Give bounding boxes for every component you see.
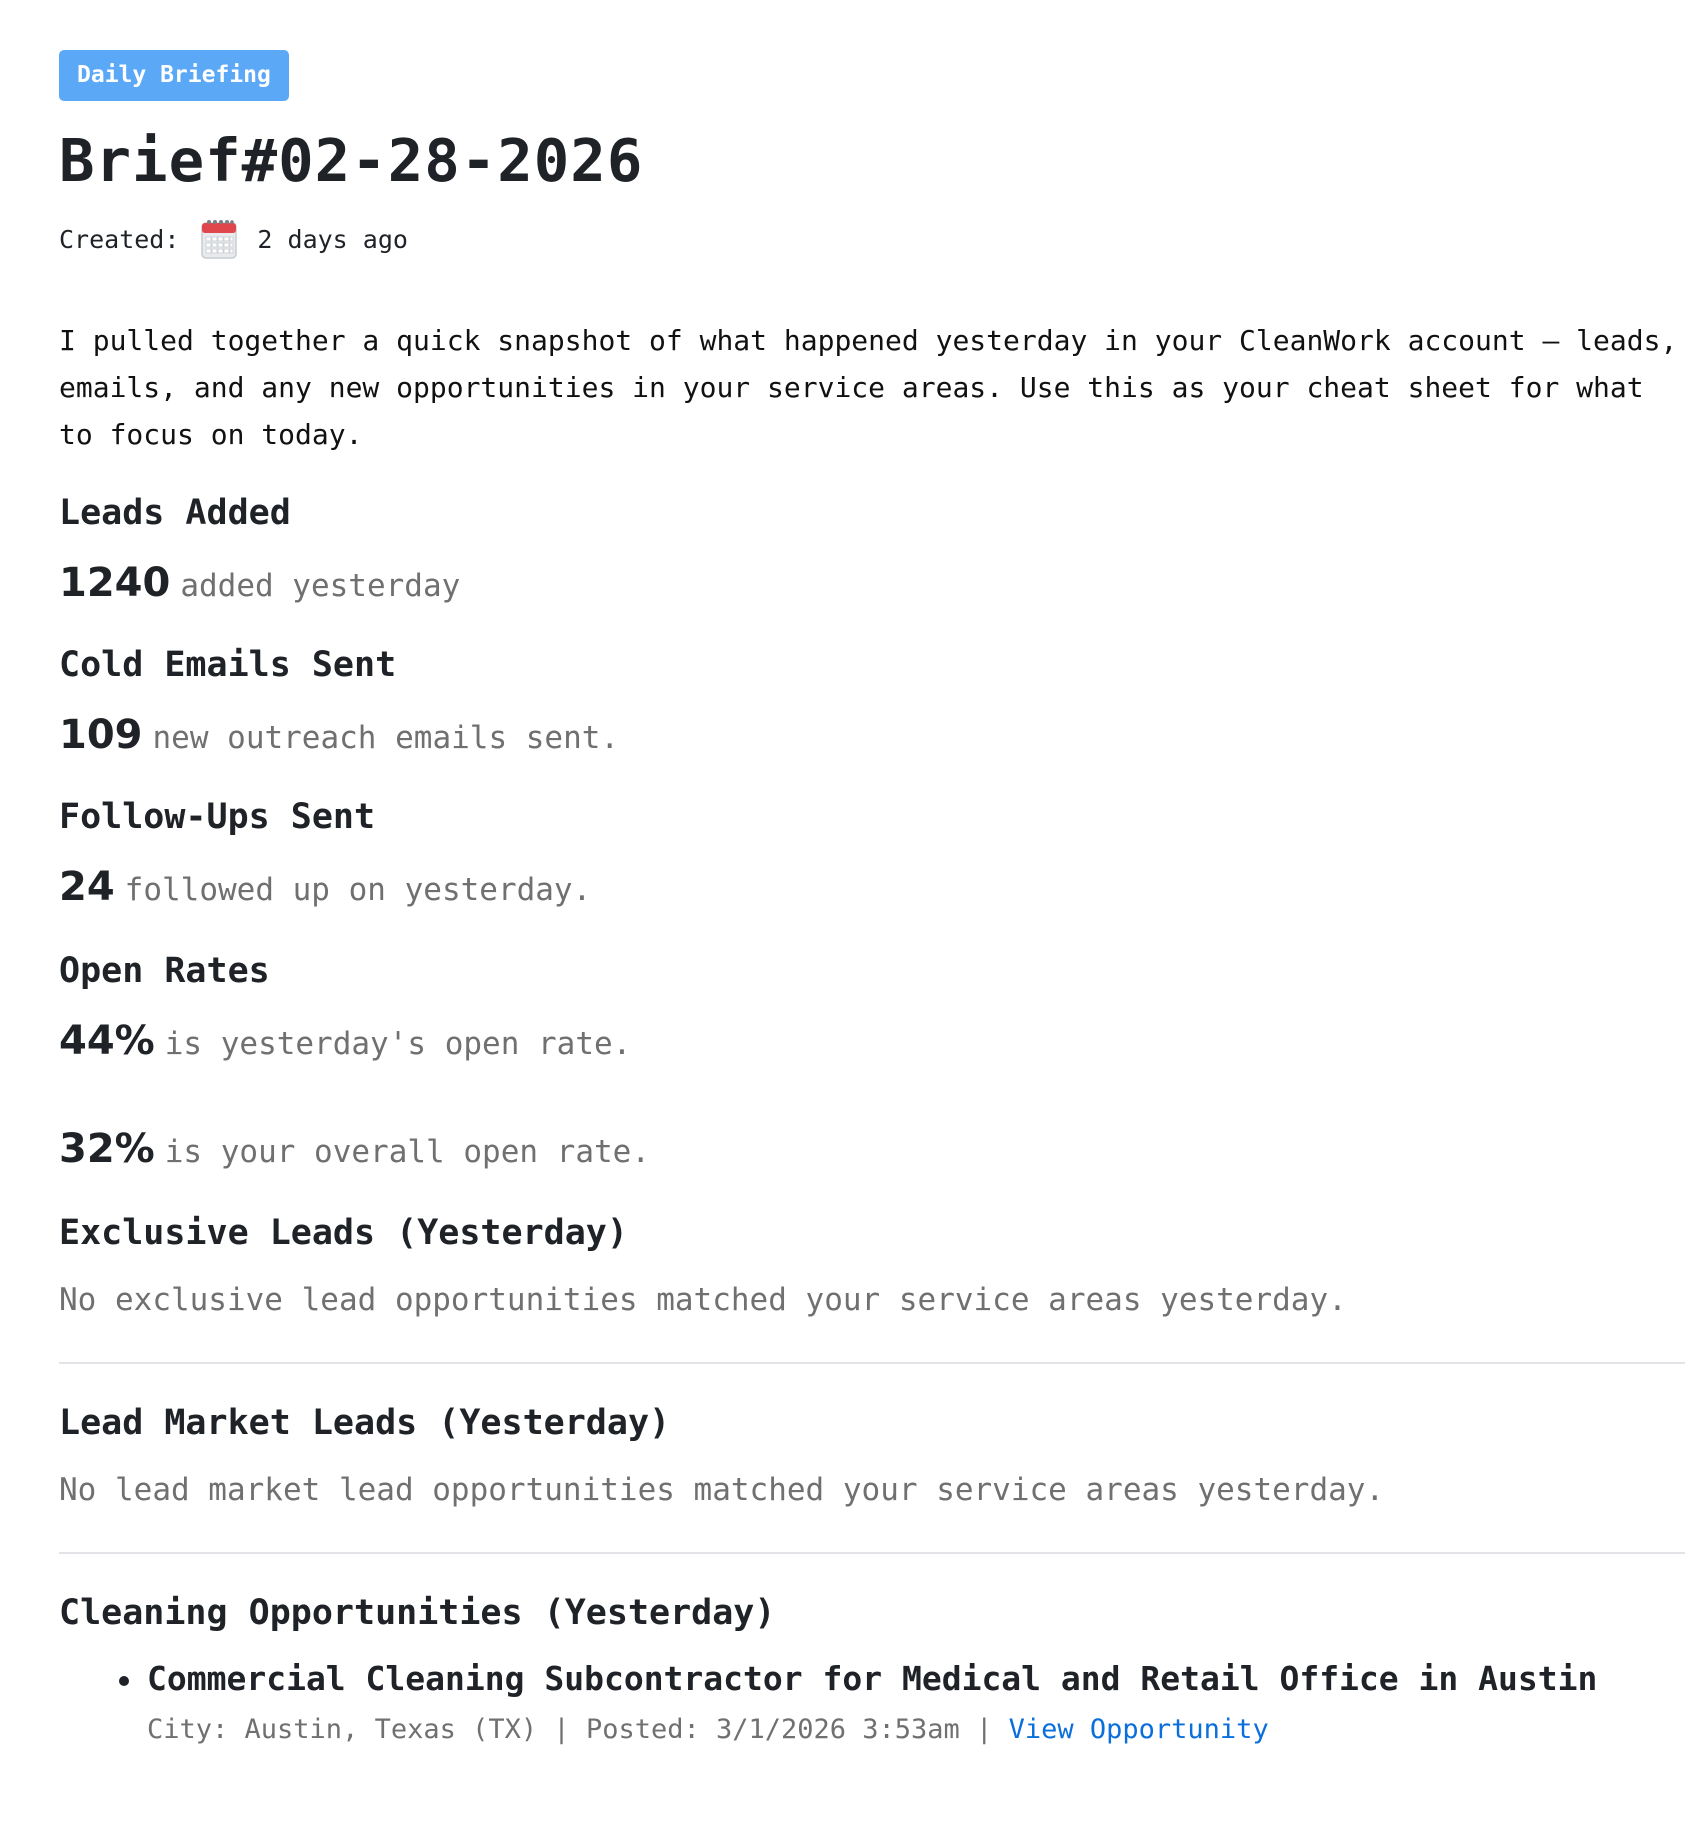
cold-emails-value: 109 [59, 712, 143, 758]
leads-added-metric [59, 556, 1685, 618]
leads-added-text: added yesterday [180, 568, 461, 604]
divider [59, 1552, 1685, 1554]
created-label: Created: [59, 224, 180, 254]
lead-market-message: No lead market lead opportunities matched your service areas yesterday. [59, 1472, 1385, 1508]
intro-paragraph: I pulled together a quick snapshot of what happened yesterday in your CleanWork account – leads, emails, and any new opportunities in your service areas. Use this as your cheat sheet for what to focus on today. [59, 324, 1678, 451]
follow-ups-value: 24 [59, 864, 115, 910]
cold-emails-metric [59, 708, 1685, 770]
follow-ups-metric [59, 860, 1685, 922]
opportunity-meta [147, 1710, 1685, 1750]
open-rate-overall-metric [59, 1122, 1685, 1184]
open-rate-overall-text: is your overall open rate. [164, 1134, 651, 1170]
meta-separator: | [976, 1714, 993, 1745]
cleaning-opportunities-heading: Cleaning Opportunities (Yesterday) [59, 1593, 776, 1633]
meta-separator: | [553, 1714, 570, 1745]
cold-emails-heading: Cold Emails Sent [59, 645, 397, 685]
exclusive-leads-heading: Exclusive Leads (Yesterday) [59, 1213, 628, 1253]
bullet [119, 1676, 129, 1686]
lead-market-heading: Lead Market Leads (Yesterday) [59, 1403, 671, 1443]
created-row [59, 217, 1685, 261]
list-item [147, 1656, 1685, 1750]
view-opportunity-link[interactable]: View Opportunity [1008, 1714, 1269, 1745]
divider [59, 1362, 1685, 1364]
calendar-icon [199, 217, 239, 261]
daily-briefing-badge: Daily Briefing [59, 50, 289, 101]
created-value: 2 days ago [257, 224, 408, 254]
exclusive-leads-message: No exclusive lead opportunities matched your service areas yesterday. [59, 1282, 1347, 1318]
opportunity-city: City: Austin, Texas (TX) [147, 1714, 538, 1745]
opportunity-list [59, 1656, 1685, 1750]
leads-added-value: 1240 [59, 560, 171, 606]
page-title: Brief#02-28-2026 [59, 126, 644, 195]
open-rate-yesterday-text: is yesterday's open rate. [164, 1026, 632, 1062]
opportunity-title: Commercial Cleaning Subcontractor for Medical and Retail Office in Austin [147, 1659, 1598, 1698]
opportunity-posted: Posted: 3/1/2026 3:53am [585, 1714, 960, 1745]
follow-ups-text: followed up on yesterday. [124, 872, 592, 908]
open-rate-overall-value: 32% [59, 1126, 155, 1172]
cold-emails-text: new outreach emails sent. [152, 720, 620, 756]
leads-added-heading: Leads Added [59, 493, 291, 533]
follow-ups-heading: Follow-Ups Sent [59, 797, 376, 837]
open-rate-yesterday-metric [59, 1014, 1685, 1076]
open-rate-yesterday-value: 44% [59, 1018, 155, 1064]
open-rates-heading: Open Rates [59, 951, 270, 991]
